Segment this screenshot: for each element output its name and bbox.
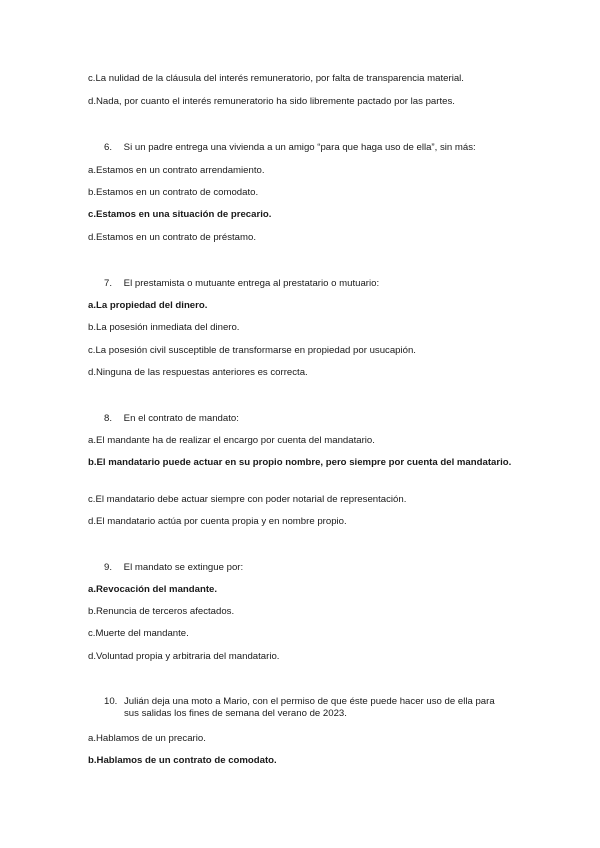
question-number: 8. <box>104 413 113 424</box>
question-9 <box>104 562 512 574</box>
q9-option-d: d.Voluntad propia y arbitraria del mandatario. <box>88 651 280 662</box>
q6-option-d: d.Estamos en un contrato de préstamo. <box>88 232 256 243</box>
question-text: Julián deja una moto a Mario, con el permiso de que éste puede hacer uso de ella para sus salidas los fines de semana del verano de 2023. <box>124 696 495 719</box>
question-number: 7. <box>104 278 113 289</box>
q6-option-b: b.Estamos en un contrato de comodato. <box>88 187 259 198</box>
q7-option-b: b.La posesión inmediata del dinero. <box>88 322 240 333</box>
question-6 <box>104 142 512 154</box>
question-text: El mandato se extingue por: <box>123 562 244 573</box>
q9-option-a-correct: a.Revocación del mandante. <box>88 584 218 595</box>
question-text: Si un padre entrega una vivienda a un amigo “para que haga uso de ella”, sin más: <box>123 142 476 153</box>
question-number: 9. <box>104 562 113 573</box>
question-8 <box>104 413 512 425</box>
question-number: 6. <box>104 142 113 153</box>
q7-option-c: c.La posesión civil susceptible de transformarse en propiedad por usucapión. <box>88 345 416 356</box>
q7-option-a-correct: a.La propiedad del dinero. <box>88 300 208 311</box>
q10-option-b-correct: b.Hablamos de un contrato de comodato. <box>88 755 277 766</box>
q6-option-c-correct: c.Estamos en una situación de precario. <box>88 209 272 220</box>
q8-option-d: d.El mandatario actúa por cuenta propia y en nombre propio. <box>88 516 347 527</box>
q8-option-b-correct: b.El mandatario puede actuar en su propio nombre, pero siempre por cuenta del mandatario. <box>88 457 512 468</box>
question-text: En el contrato de mandato: <box>123 413 239 424</box>
q8-option-a: a.El mandante ha de realizar el encargo por cuenta del mandatario. <box>88 435 375 446</box>
q8-option-c: c.El mandatario debe actuar siempre con poder notarial de representación. <box>88 494 407 505</box>
q9-option-c: c.Muerte del mandante. <box>88 628 189 639</box>
question-number: 10. <box>104 696 118 707</box>
q10-option-a: a.Hablamos de un precario. <box>88 733 206 744</box>
question-text: El prestamista o mutuante entrega al prestatario o mutuario: <box>123 278 380 289</box>
q6-option-a: a.Estamos en un contrato arrendamiento. <box>88 165 265 176</box>
prev-option-c: c.La nulidad de la cláusula del interés remuneratorio, por falta de transparencia material. <box>88 73 464 84</box>
prev-option-d: d.Nada, por cuanto el interés remuneratorio ha sido libremente pactado por las partes. <box>88 96 455 107</box>
q7-option-d: d.Ninguna de las respuestas anteriores es correcta. <box>88 367 308 378</box>
question-7 <box>104 278 512 290</box>
question-10 <box>104 696 512 720</box>
q9-option-b: b.Renuncia de terceros afectados. <box>88 606 235 617</box>
